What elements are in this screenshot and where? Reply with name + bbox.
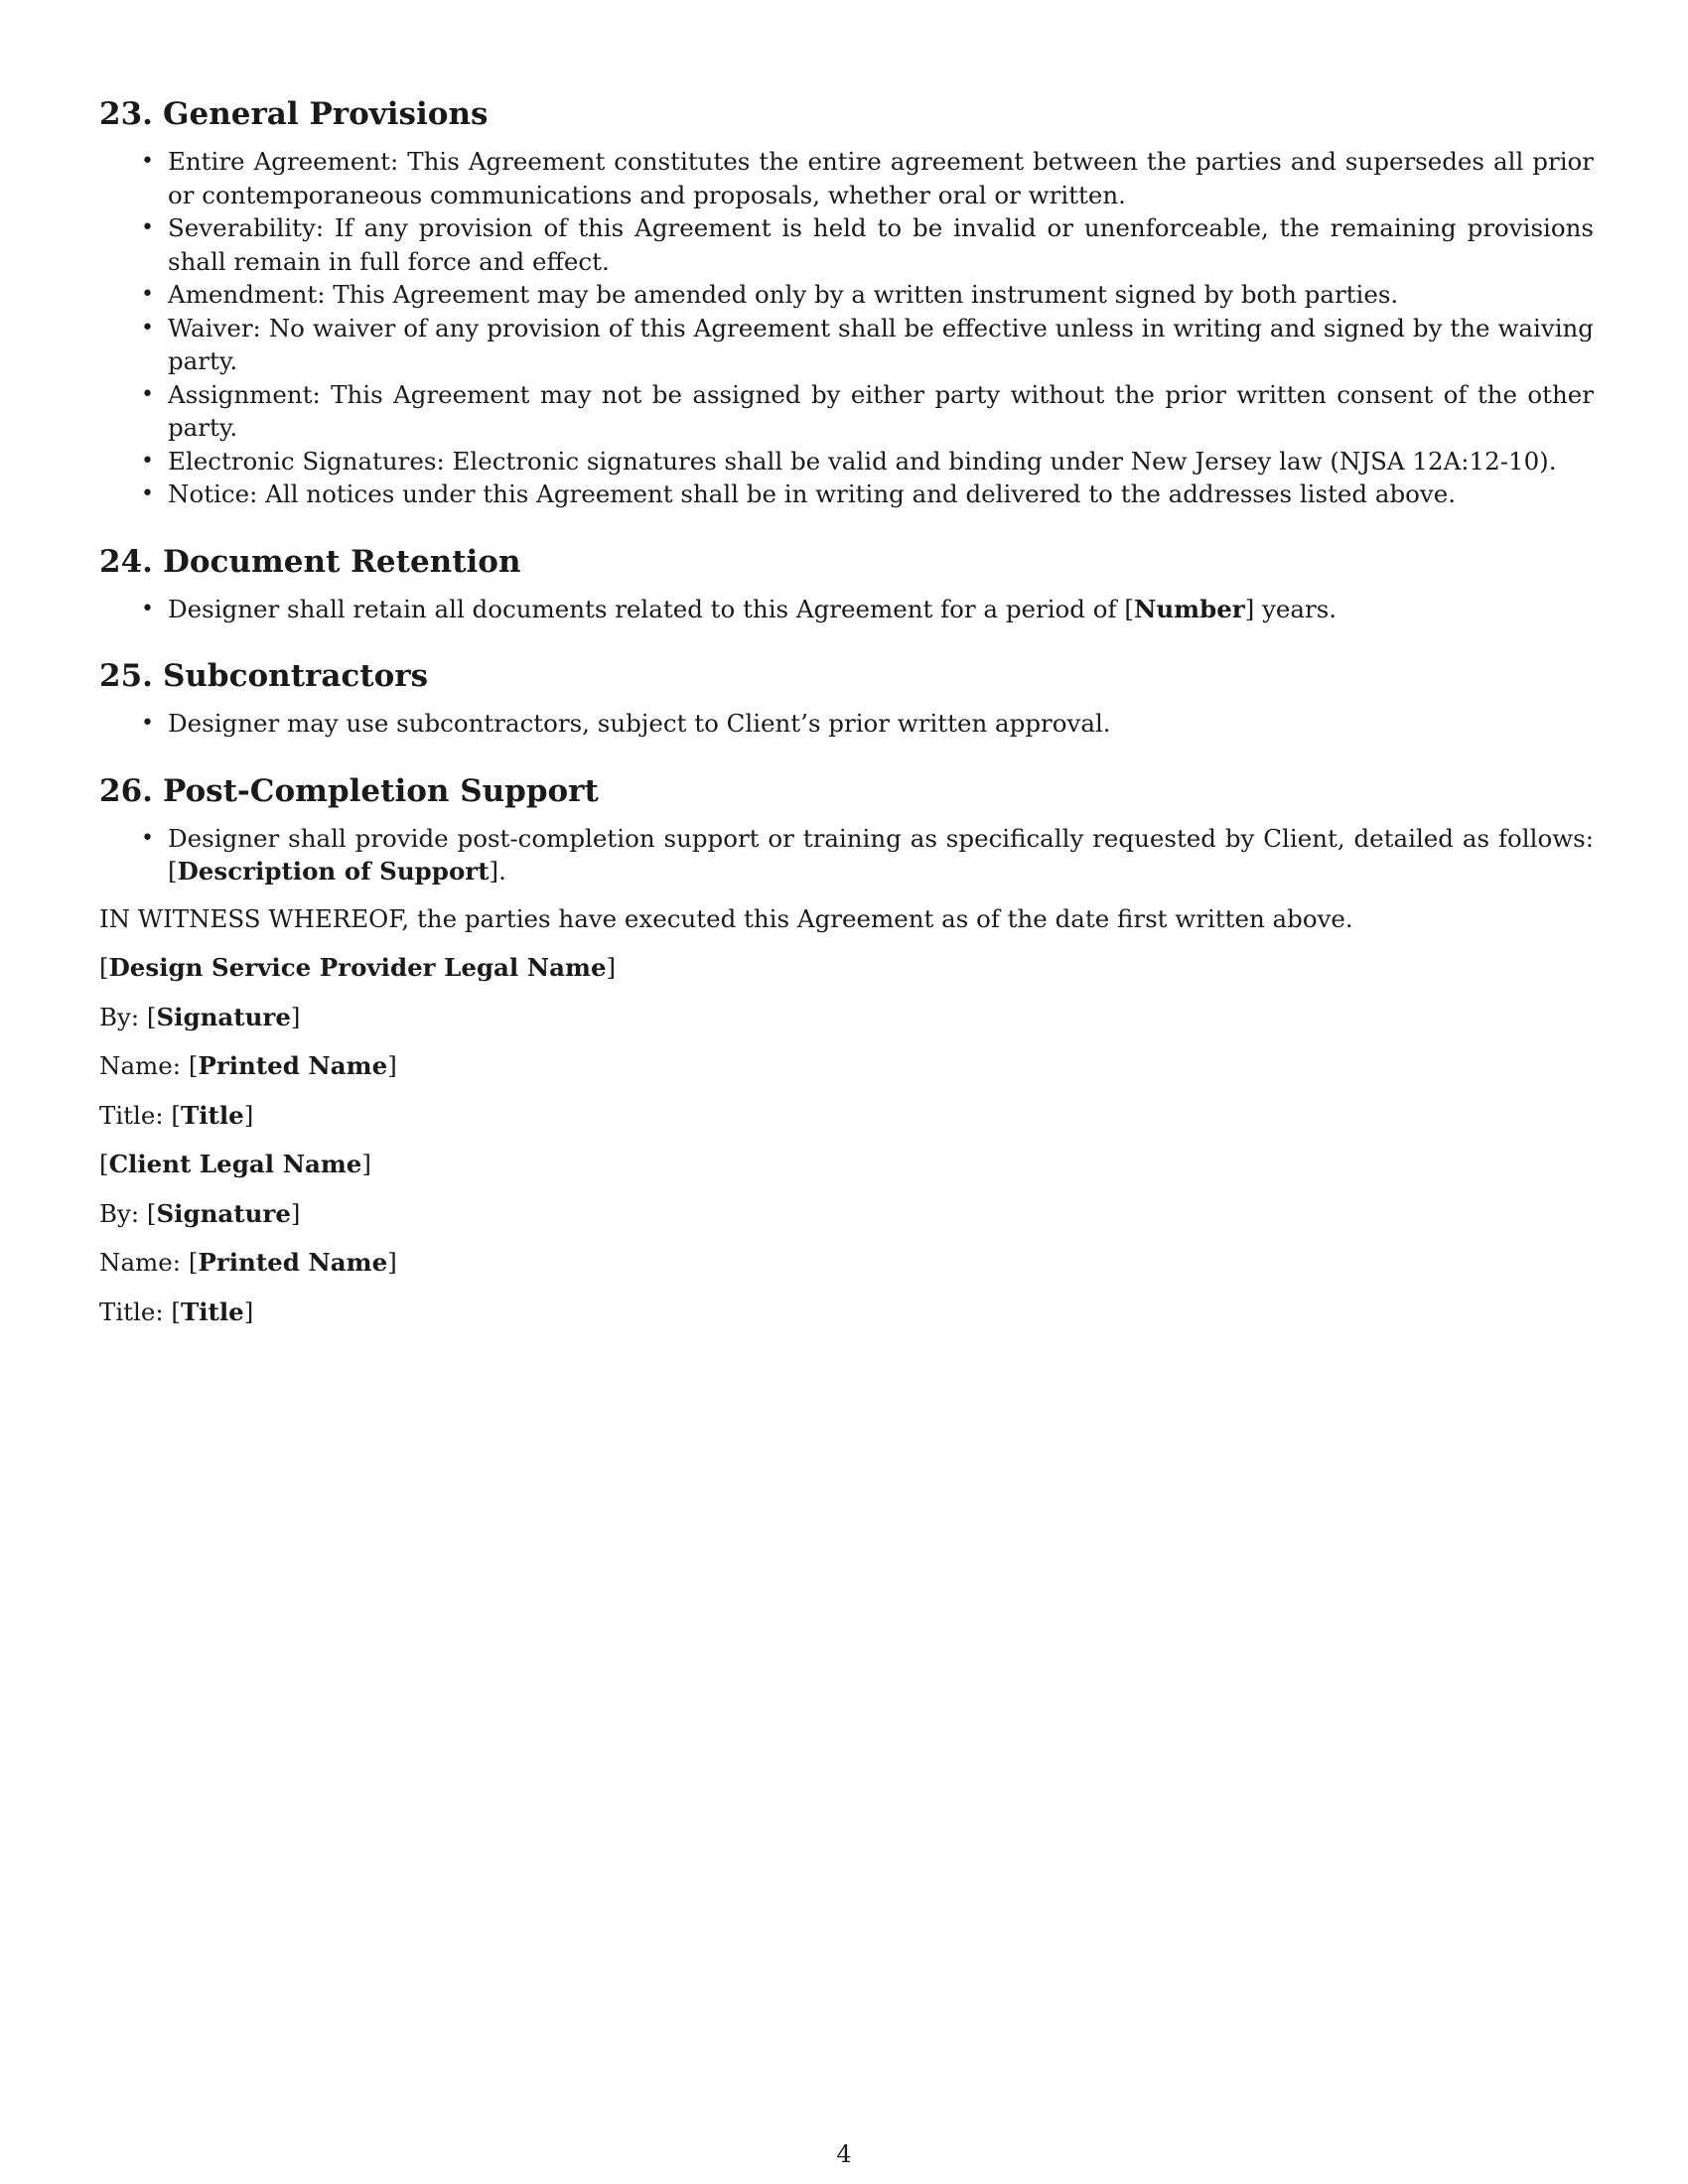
list-item	[99, 822, 1594, 888]
list-item	[99, 478, 1594, 511]
document-page	[99, 91, 1594, 1344]
bullet-icon: •	[141, 825, 154, 851]
list-item-text: Designer shall retain all documents related to this Agreement for a period of [	[168, 594, 1134, 623]
section-title: Document Retention	[163, 543, 521, 580]
section-general-provisions	[99, 91, 1594, 511]
bullet-icon: •	[141, 448, 154, 474]
bullet-list	[99, 822, 1594, 888]
section-heading	[99, 653, 1594, 699]
bullet-icon: •	[141, 481, 154, 506]
signature-block-provider	[99, 951, 1594, 1132]
section-heading	[99, 91, 1594, 137]
bullet-list	[99, 593, 1594, 626]
list-item-text: ] years.	[1244, 594, 1337, 623]
name-label: Name:	[99, 1248, 182, 1277]
bullet-icon: •	[141, 315, 154, 341]
signature-placeholder: Signature	[156, 1002, 291, 1031]
signature-block-client	[99, 1148, 1594, 1328]
by-label: By:	[99, 1002, 140, 1031]
title-label: Title:	[99, 1100, 164, 1130]
section-number: 25.	[99, 658, 153, 694]
bullet-icon: •	[141, 215, 154, 240]
party-name: [Design Service Provider Legal Name]	[99, 953, 617, 982]
bullet-icon: •	[141, 711, 154, 736]
section-post-completion-support	[99, 768, 1594, 888]
list-item	[99, 378, 1594, 445]
list-item	[99, 312, 1594, 378]
printed-name-line: Name: [Printed Name]	[99, 1051, 397, 1080]
title-placeholder: Title	[180, 1297, 244, 1326]
section-heading	[99, 768, 1594, 814]
bullet-list	[99, 707, 1594, 741]
title-line: Title: [Title]	[99, 1100, 254, 1130]
party-name: [Client Legal Name]	[99, 1150, 371, 1178]
section-title: General Provisions	[163, 96, 489, 132]
printed-name-placeholder: Printed Name	[198, 1051, 388, 1080]
section-heading	[99, 539, 1594, 585]
list-item	[99, 445, 1594, 478]
by-label: By:	[99, 1198, 140, 1228]
bullet-list	[99, 145, 1594, 511]
list-item	[99, 707, 1594, 741]
list-item	[99, 145, 1594, 211]
bullet-icon: •	[141, 149, 154, 174]
signature-placeholder: Signature	[156, 1198, 291, 1228]
list-item	[99, 593, 1594, 626]
list-item-text: Amendment: This Agreement may be amended only by a written instrument signed by both parties.	[168, 280, 1399, 309]
list-item-text: Notice: All notices under this Agreement shall be in writing and delivered to the addresses listed above.	[168, 479, 1457, 508]
list-item-text: Waiver: No waiver of any provision of this Agreement shall be effective unless in writing and signed by the waiving party.	[168, 313, 1594, 375]
list-item-text: Designer shall provide post-completion support or training as specifically requested by Client, detailed as follows: [	[168, 823, 1594, 886]
list-item	[99, 278, 1594, 312]
list-item-text: Designer may use subcontractors, subject to Client’s prior written approval.	[168, 709, 1111, 738]
section-title: Subcontractors	[163, 658, 429, 694]
title-placeholder: Title	[180, 1100, 244, 1130]
section-document-retention	[99, 539, 1594, 626]
section-title: Post-Completion Support	[163, 772, 599, 809]
signature-line: By: [Signature]	[99, 1198, 301, 1228]
list-item-text: ].	[489, 857, 506, 886]
bullet-icon: •	[141, 596, 154, 621]
page-number: 4	[836, 2140, 852, 2168]
list-item-text: Entire Agreement: This Agreement constitutes the entire agreement between the parties and supersedes all prior or contemporaneous communications and proposals, whether oral or written.	[168, 147, 1594, 209]
section-number: 26.	[99, 772, 153, 809]
section-number: 23.	[99, 96, 153, 132]
party-name-placeholder: Design Service Provider Legal Name	[108, 953, 607, 982]
placeholder-description: Description of Support	[177, 857, 490, 886]
title-label: Title:	[99, 1297, 164, 1326]
placeholder-number: Number	[1133, 594, 1245, 623]
list-item	[99, 211, 1594, 278]
printed-name-line: Name: [Printed Name]	[99, 1248, 397, 1277]
bullet-icon: •	[141, 381, 154, 407]
name-label: Name:	[99, 1051, 182, 1080]
printed-name-placeholder: Printed Name	[198, 1248, 388, 1277]
list-item-text: Electronic Signatures: Electronic signatures shall be valid and binding under New Jersey law (NJSA 12A:12-10).	[168, 446, 1557, 476]
section-subcontractors	[99, 653, 1594, 741]
bullet-icon: •	[141, 282, 154, 307]
section-number: 24.	[99, 543, 153, 580]
title-line: Title: [Title]	[99, 1297, 254, 1326]
list-item-text: Assignment: This Agreement may not be assigned by either party without the prior written consent of the other party.	[168, 379, 1594, 442]
list-item-text: Severability: If any provision of this Agreement is held to be invalid or unenforceable, the remaining provisions shall remain in full force and effect.	[168, 213, 1594, 276]
witness-statement: IN WITNESS WHEREOF, the parties have executed this Agreement as of the date first written above.	[99, 903, 1353, 933]
signature-line: By: [Signature]	[99, 1002, 301, 1031]
party-name-placeholder: Client Legal Name	[108, 1150, 362, 1178]
